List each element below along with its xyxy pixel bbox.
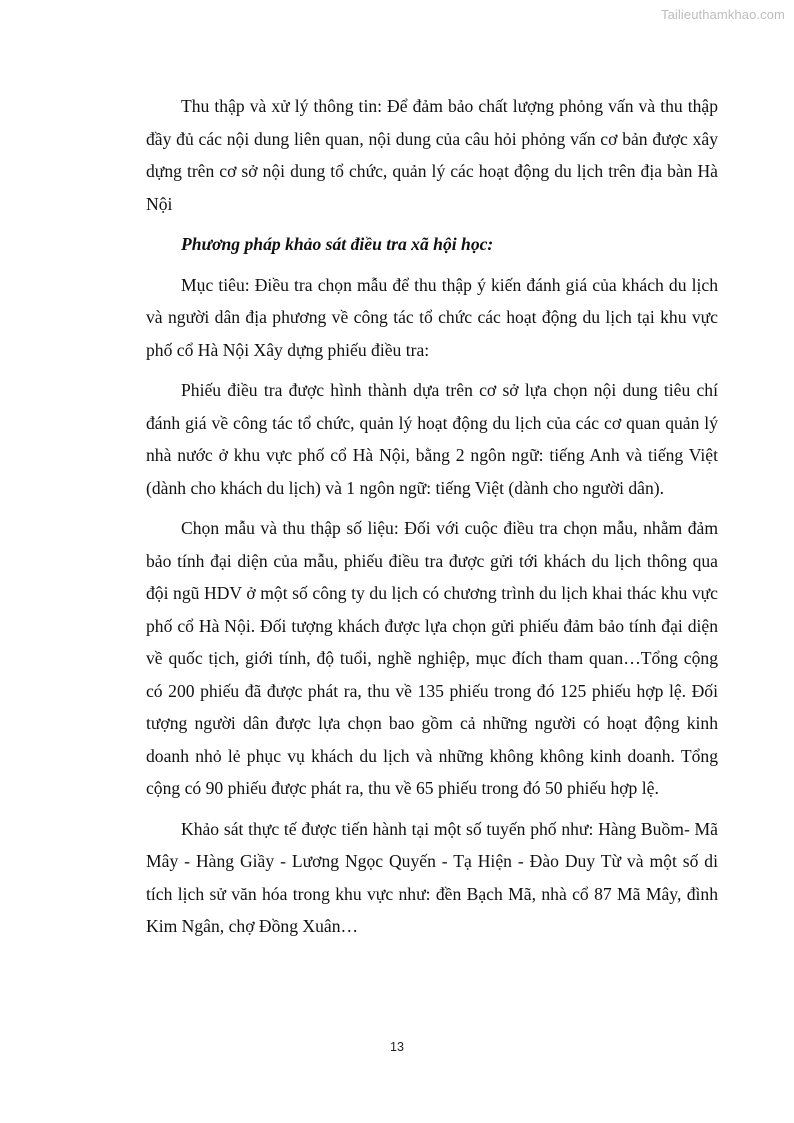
paragraph-sampling: Chọn mẫu và thu thập số liệu: Đối với cuộc điều tra chọn mẫu, nhằm đảm bảo tính đại diện của mẫu, phiếu điều tra được gửi tới khách du lịch thông qua đội ngũ HDV ở một số công ty du lịch có chương trình du lịch khai thác khu vực phố cổ Hà Nội. Đối tượng khách được lựa chọn gửi phiếu đảm bảo tính đại diện về quốc tịch, giới tính, độ tuổi, nghề nghiệp, mục đích tham quan…Tổng cộng có 200 phiếu đã được phát ra, thu về 135 phiếu trong đó 125 phiếu hợp lệ. Đối tượng người dân được lựa chọn bao gồm cả những người có hoạt động kinh doanh nhỏ lẻ phục vụ khách du lịch và những không không kinh doanh. Tổng cộng có 90 phiếu được phát ra, thu về 65 phiếu trong đó 50 phiếu hợp lệ. — [146, 518, 718, 798]
paragraph-information-processing: Thu thập và xử lý thông tin: Để đảm bảo chất lượng phỏng vấn và thu thập đầy đủ các nội dung liên quan, nội dung của câu hỏi phỏng vấn cơ bản được xây dựng trên cơ sở nội dung tổ chức, quản lý các hoạt động du lịch trên địa bàn Hà Nội — [146, 96, 718, 214]
watermark-text: Tailieuthamkhao.com — [660, 7, 785, 22]
paragraph-questionnaire: Phiếu điều tra được hình thành dựa trên cơ sở lựa chọn nội dung tiêu chí đánh giá về công tác tổ chức, quản lý hoạt động du lịch của các cơ quan quản lý nhà nước ở khu vực phố cổ Hà Nội, bằng 2 ngôn ngữ: tiếng Anh và tiếng Việt (dành cho khách du lịch) và 1 ngôn ngữ: tiếng Việt (dành cho người dân). — [146, 380, 718, 498]
paragraph-objective: Mục tiêu: Điều tra chọn mẫu để thu thập ý kiến đánh giá của khách du lịch và người dân địa phương về công tác tổ chức các hoạt động du lịch tại khu vực phố cổ Hà Nội Xây dựng phiếu điều tra: — [146, 274, 718, 360]
paragraph-field-survey: Khảo sát thực tế được tiến hành tại một số tuyến phố như: Hàng Buồm- Mã Mây - Hàng Giầy - Lương Ngọc Quyến - Tạ Hiện - Đào Duy Từ và một số di tích lịch sử văn hóa trong khu vực như: đền Bạch Mã, nhà cổ 87 Mã Mây, đình Kim Ngân, chợ Đồng Xuân… — [146, 818, 718, 936]
page-number: 13 — [390, 1040, 404, 1054]
section-heading-survey-method: Phương pháp khảo sát điều tra xã hội học: — [181, 234, 494, 254]
document-body — [146, 90, 718, 951]
